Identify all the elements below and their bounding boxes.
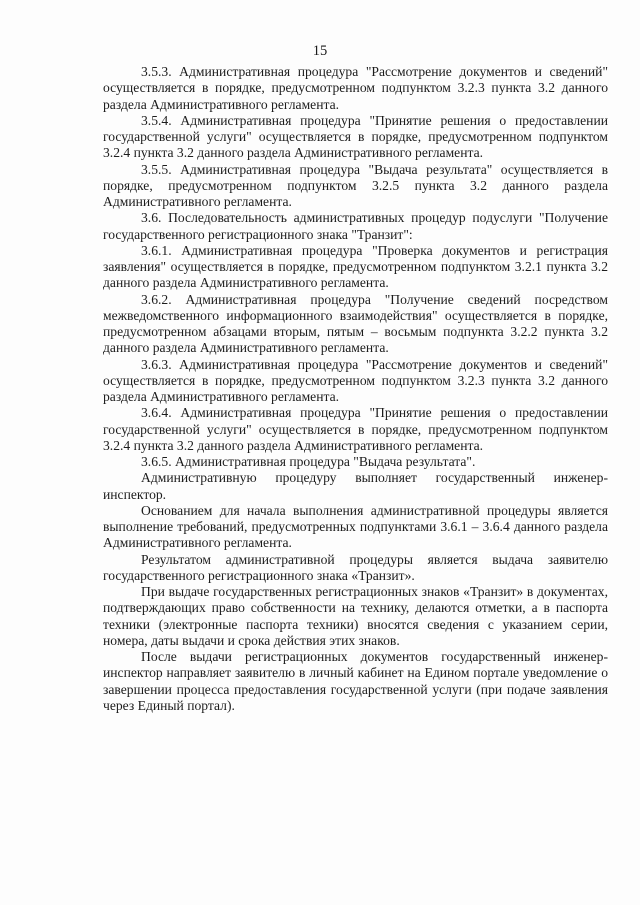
paragraph-executor: Административную процедуру выполняет государственный инженер-инспектор. [103,470,608,502]
paragraph-3-6-4: 3.6.4. Административная процедура "Принятие решения о предоставлении государственной услуги" осуществляется в порядке, предусмотренном подпунктом 3.2.4 пункта 3.2 данного раздела Административного регламента. [103,405,608,453]
paragraph-3-5-3: 3.5.3. Административная процедура "Рассмотрение документов и сведений" осуществляется в порядке, предусмотренном подпунктом 3.2.3 пункта 3.2 данного раздела Административного регламента. [103,64,608,112]
paragraph-3-6: 3.6. Последовательность административных процедур подуслуги "Получение государственного регистрационного знака "Транзит": [103,210,608,242]
document-body [103,64,608,714]
paragraph-issuance: При выдаче государственных регистрационных знаков «Транзит» в документах, подтверждающих право собственности на технику, делаются отметки, а в паспорта техники (электронные паспорта техники) вносятся сведения с указанием серии, номера, даты выдачи и срока действия этих знаков. [103,584,608,648]
paragraph-basis: Основанием для начала выполнения административной процедуры является выполнение требований, предусмотренных подпунктами 3.6.1 – 3.6.4 данного раздела Административного регламента. [103,502,608,551]
paragraph-3-6-5: 3.6.5. Административная процедура "Выдача результата". [141,454,476,469]
paragraph-3-5-5: 3.5.5. Административная процедура "Выдача результата" осуществляется в порядке, предусмотренном подпунктом 3.2.5 пункта 3.2 данного раздела Административного регламента. [103,161,608,209]
page-number: 15 [312,43,328,59]
paragraph-3-5-4: 3.5.4. Административная процедура "Принятие решения о предоставлении государственной услуги" осуществляется в порядке, предусмотренном подпунктом 3.2.4 пункта 3.2 данного раздела Административного регламента. [103,112,608,161]
paragraph-3-6-2: 3.6.2. Административная процедура "Получение сведений посредством межведомственного информационного взаимодействия" осуществляется в порядке, предусмотренном абзацами вторым, пятым – восьмым подпункта 3.2.2 пункта 3.2 данного раздела Административного регламента. [103,291,608,356]
paragraph-notification: После выдачи регистрационных документов государственный инженер-инспектор направляет заявителю в личный кабинет на Едином портале уведомление о завершении процесса предоставления государственной услуги (при подаче заявления через Единый портал). [103,649,608,713]
paragraph-result: Результатом административной процедуры является выдача заявителю государственного регистрационного знака «Транзит». [103,551,608,583]
paragraph-3-6-3: 3.6.3. Административная процедура "Рассмотрение документов и сведений" осуществляется в порядке, предусмотренном подпунктом 3.2.3 пункта 3.2 данного раздела Административного регламента. [103,356,608,404]
paragraph-3-6-1: 3.6.1. Административная процедура "Проверка документов и регистрация заявления" осуществляется в порядке, предусмотренном подпунктом 3.2.1 пункта 3.2 данного раздела Административного регламента. [103,242,608,291]
